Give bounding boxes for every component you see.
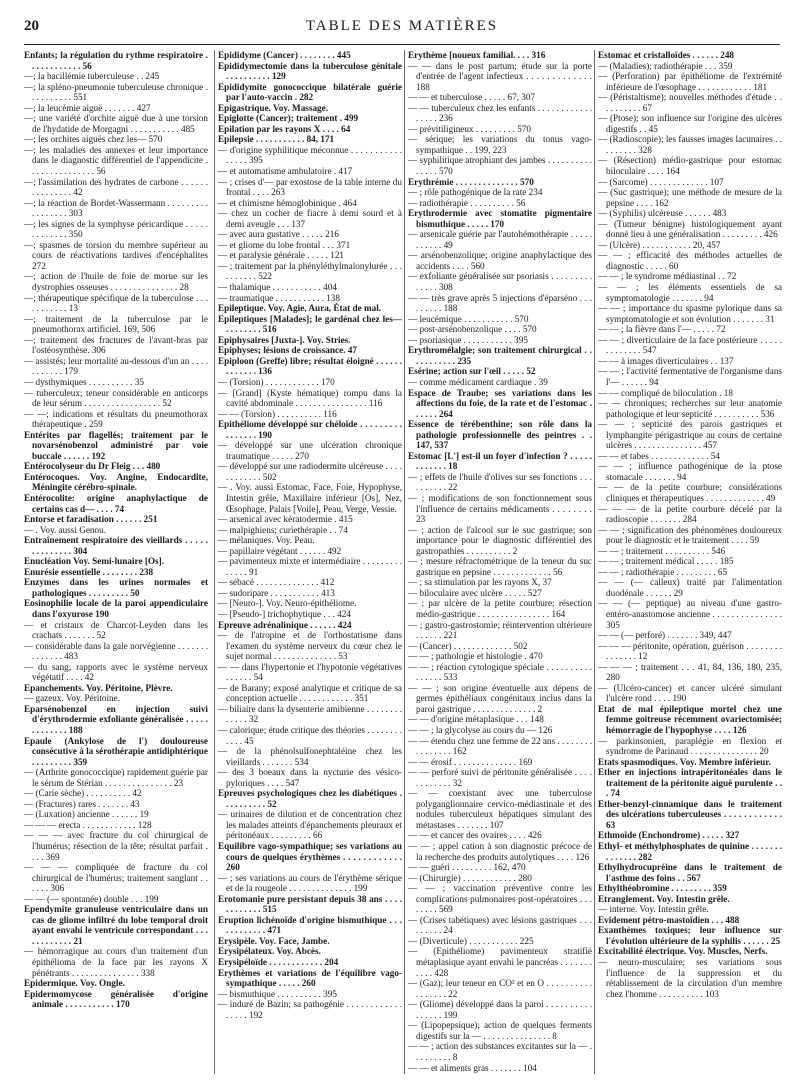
- index-entry: — — (— spontanée) double . . . 199: [24, 893, 159, 904]
- index-entry: — (Lipopepsique); action de quelques ferments digestifs sur la — . . . . . . . . . . . . . . . 8: [408, 1020, 592, 1041]
- index-entry: — — ; efficacité des méthodes actuelles de diagnostic . . . . . 60: [598, 250, 782, 271]
- index-entry: Epanchements. Voy. Péritoine, Plèvre.: [24, 682, 173, 693]
- index-entry: —; l'assimilation des hydrates de carbone . . . . . . . . . . . . . . . 42: [24, 176, 208, 198]
- index-entry: — — ; pathologie et histologie . 470: [408, 651, 543, 662]
- index-entry: Enucléation Voy. Semi-lunaire [Os].: [24, 556, 164, 567]
- index-entry: — (Suc gastrique); une méthode de mesure de la pepsine . . . . 162: [598, 187, 782, 208]
- index-entry: — (Torsion) . . . . . . . . . . . . 170: [218, 376, 335, 387]
- index-entry: — — ; importance du spasme pylorique dans sa symptomatologie et son évolution . . . . . . . 31: [598, 303, 782, 324]
- index-entry: — — de la petite courbure; considérations cliniques et thérapeutiques . . . . . . . . . . . . . 49: [598, 482, 782, 503]
- index-entry: Ethylhydrocupréine dans le traitement de l'asthme des foins . . 567: [598, 862, 782, 883]
- index-entry: — du sang; rapports avec le système nerveux végétatif . . . . 42: [24, 661, 208, 683]
- index-entry: Epididymite gonococcique bilatérale guérie par l'auto-vaccin . 282: [218, 81, 402, 103]
- index-entry: Epiglotte (Cancer); traitement . 499: [218, 113, 359, 124]
- index-entry: — arsenical avec kératodermie . 415: [218, 514, 353, 525]
- index-entry: Erythromélalgie; son traitement chirurgical . . . . . . . . . . . 235: [408, 345, 592, 366]
- index-entry: — [Pseudo-] trichophytique . . . 424: [218, 608, 351, 619]
- index-entry: — de Barany; exposé analytique et critique de sa conception actuelle . . . . . . . . . . . . 351: [218, 682, 402, 704]
- index-entry: — psoriasique . . . . . . . . . . . 395: [408, 334, 528, 345]
- index-entry: — développé sur une radiodermite ulcéreuse . . . . . . . . . . . . 502: [218, 461, 402, 482]
- index-entry: — — ; traitement médical . . . . . 185: [598, 556, 734, 567]
- index-entry: —; la leucémie aiguë . . . . . . . 427: [24, 102, 151, 113]
- index-entry: Equilibre vago-sympathique; ses variations au cours de quelques érythèmes . . . . . . . . . . . . 260: [218, 841, 402, 873]
- index-entry: — radiothérapie . . . . . . . . . . 56: [408, 197, 526, 208]
- index-entry: Epididyme (Cancer) . . . . . . . . 445: [218, 50, 351, 60]
- index-entry: — — ; l'activité fermentative de l'organisme dans l'— . . . . . . 94: [598, 366, 782, 387]
- index-entry: — parkinsonien, paraplégie en flexion et syndrome de Parinaud . . . . . . . . . . . . . . . 20: [598, 735, 782, 757]
- index-entry: Epreuves psychologiques chez les diabétiques . . . . . . . . . . 52: [218, 788, 402, 809]
- index-entry: — — perforé suivi de péritonite généralisée . . . . . . . . . . . . 32: [408, 767, 592, 788]
- index-entry: Ethylthéobromine . . . . . . . . . 359: [598, 883, 727, 894]
- index-entry: — calorique; étude critique des théories . . . . . . . . . . . . 45: [218, 725, 402, 746]
- index-entry: — — ; diverticulaire de la face postérieure . . . . . . . . . . . . . 547: [598, 334, 782, 356]
- index-entry: — (Gliome) développé dans la paroi . . . . . . . . . . . . . . . . 199: [408, 999, 592, 1020]
- index-entry: Epileptiques [Malades]; le gardénal chez les— . . . . . . . . 516: [218, 313, 402, 335]
- index-entry: Epilepsie . . . . . . . . . . . 84, 171: [218, 134, 335, 145]
- index-entry: — (Epithéliome) pavimenteux stratifié métaplasique ayant envahi le pancréas . . . . . . . . . . . 428: [408, 946, 592, 978]
- index-entry: — (Sarcome) . . . . . . . . . . . . . 107: [598, 176, 724, 187]
- index-entry: — — à images diverticulaires . . 137: [598, 355, 734, 366]
- index-entry: — — ; septicité des parois gastriques et lymphangite périgastrique au cours de certaine ulcères . . . . . . . . . . . . . . . 457: [598, 419, 782, 451]
- index-entry: — papillaire végétant . . . . . . 492: [218, 545, 342, 556]
- index-entry: Eruption lichénoïde d'origine bismuthique . . . . . . . . . . . . 471: [218, 914, 402, 936]
- index-entry: — — ; son origine éventuelle aux dépens de germes épithéliaux congénitaux inclus dans la paroi gastrique . . . . . . . . . . . . . . 2: [408, 682, 592, 714]
- index-entry: — — ; la fièvre dans l'— . . . . . 72: [598, 324, 726, 335]
- index-entry: Epidermique. Voy. Ongle.: [24, 978, 125, 989]
- index-entry: Epidermomycose généralisée d'origine animale . . . . . . . . . . . 170: [24, 988, 208, 1010]
- index-entry: — syphilitique atrophiant des jambes . . . . . . . . . . . . . . . 570: [408, 155, 592, 177]
- index-entry: Eparsénobenzol en injection suivi d'érythrodermie exfoliante généralisée . . . . . . . . . . . . . 188: [24, 703, 208, 735]
- index-entry: — — ; les éléments essentiels de sa symptomatologie . . . . . . . 94: [598, 282, 782, 303]
- index-entry: Erysipèle. Voy. Face, Jambe.: [218, 935, 330, 946]
- index-entry: — avec aura gustative . . . . . 216: [218, 229, 339, 240]
- index-entry: Entorse et faradisation . . . . . . 251: [24, 514, 158, 525]
- index-entry: — ; par ulcère de la petite courbure; résection médio-gastrique . . . . . . . . . . . . . . . . 164: [408, 598, 592, 619]
- index-entry: Erythème [noueux familial. . . . 316: [408, 50, 546, 60]
- index-entry: — — dans l'hypertonie et l'hypotonie végétatives . . . . . . 54: [218, 661, 402, 683]
- index-entry: Esérine; action sur l'œil . . . . . 52: [408, 366, 536, 377]
- index-entry: —; les maladies des annexes et leur importance dans le diagnostic différentiel de l'appendicite . . . . . . . . . . . . . . . 56: [24, 144, 208, 177]
- index-entry: — arsenicale guérie par l'autohémothérapie . . . . . . . . . . . 49: [408, 229, 592, 250]
- index-entry: Etats spasmodiques. Voy. Membre inférieur.: [598, 756, 771, 767]
- index-entry: — (Ulcère) . . . . . . . . . . . 20, 457: [598, 239, 721, 250]
- index-entry: Erythrémie . . . . . . . . . . . . . . 570: [408, 176, 534, 187]
- page-number: 20: [24, 18, 39, 34]
- index-entry: Epiploon (Greffe) libre; résultat éloigné . . . . . . . . . . . . . 136: [218, 355, 402, 377]
- index-entry: — (Résection) médio-gastrique pour estomac biloculaire . . . . 164: [598, 155, 782, 177]
- index-entry: — — tuberculeux chez les enfants . . . . . . . . . . . . . . . . . 236: [408, 102, 592, 124]
- index-entry: — — et tabes . . . . . . . . . . . . . 54: [598, 450, 720, 461]
- index-entry: — — coexistant avec une tuberculose polyganglionnaire cervico-médiastinale et des nodules tuberculeux hépatiques simulant des métastases . . . . . . . 107: [408, 788, 592, 830]
- index-entry: — ; mesure réfractométrique de la teneur du suc gastrique en pepsine . . . . . . . . . . . . . 56: [408, 556, 592, 577]
- index-entry: Entérocolite: origine anaphylactique de certains cas d— . . . . 74: [24, 492, 208, 514]
- index-entry: — — ; action des substances excitantes sur la — . . . . . . . . . 8: [408, 1041, 592, 1062]
- index-entry: — prévitiligineux . . . . . . . . . 570: [408, 123, 531, 134]
- index-entry: — —; indications et résultats du pneumothorax thérapeutique . 259: [24, 408, 208, 430]
- index-entry: —; les signes de la symphyse péricardique . . . . . . . . . . . . . 350: [24, 218, 208, 240]
- index-entry: Ethmoïde (Enchondrome) . . . . . 327: [598, 830, 740, 841]
- index-entry: — induré de Bazin; sa pathogénie . . . . . . . . . . . . . . . . . 192: [218, 999, 402, 1020]
- index-entry: — (Carie sèche) . . . . . . . . . . 42: [24, 788, 142, 799]
- index-entry: — et paralysie générale . . . . . 121: [218, 250, 345, 261]
- index-entry: — bismuthique . . . . . . . . . . 395: [218, 988, 337, 999]
- index-entry: Enurésie essentielle . . . . . . . . 238: [24, 566, 154, 577]
- index-entry: — thalamique . . . . . . . . . . . 404: [218, 282, 337, 293]
- index-entry: Enzymes dans les urines normales et pathologiques . . . . . . . . . 50: [24, 577, 208, 598]
- index-entry: — développé sur une ulcération chronique traumatique . . . . . 270: [218, 440, 402, 461]
- index-entry: — . Voy. aussi Estomac, Face, Foie, Hypophyse, Intestin grêle, Maxillaire inférieur [Os], Nez, Œsophage, Palais [Voile], Peau, Verge, Vessie.: [218, 482, 402, 514]
- index-entry: — ; action de l'alcool sur le suc gastrique; son importance pour le diagnostic différentiel des gastropathies . . . . . . . . . . 2: [408, 524, 592, 556]
- index-entry: — ; modifications de son fonctionnement sous l'influence de certains médicaments . . . . . . . . 23: [408, 492, 592, 525]
- index-entry: — (Péristaltisme); nouvelles méthodes d'étude . . . . . . . . . . 67: [598, 92, 782, 113]
- index-entry: — ; crises d'— par exostose de la table interne du frontal . . . . 263: [218, 176, 402, 198]
- index-column-2: [214, 50, 402, 1074]
- index-entry: — de l'atropine et de l'orthostatisme dans l'examen du système nerveux du cœur chez le sujet normal . . . . . . . . . . . . . . 53: [218, 630, 402, 662]
- page-title: TABLE DES MATIÈRES: [305, 18, 499, 34]
- index-entry: — — d'origine métaplasique . . . 148: [408, 714, 544, 725]
- index-entry: — — compliqué de biloculation . 18: [598, 387, 733, 398]
- index-entry: — (Fractures) rares . . . . . . . 43: [24, 798, 140, 809]
- index-entry: — — très grave après 5 injections d'éparséno . . . . . . . . . 188: [408, 292, 592, 314]
- index-entry: — (Ulcéro-cancer) et cancer ulcéré simulant l'ulcère rond . . . . 190: [598, 682, 782, 704]
- index-entry: — [Neuro-]. Voy. Neuro-épithéliome.: [218, 598, 357, 609]
- index-entry: —; spasmes de torsion du membre supérieur au cours de réactivations tardives d'encéphalites 272: [24, 239, 208, 271]
- index-entry: — d'origine syphilitique méconnue . . . . . . . . . . . . . . . . 395: [218, 144, 402, 166]
- index-entry: — — étendu chez une femme de 22 ans . . . . . . . . . . . . . . . . 162: [408, 735, 592, 757]
- index-entry: — — — ; traitement . . . 41, 84, 136, 180, 235, 280: [598, 661, 782, 683]
- index-entry: —; la bacillémie tuberculeuse . . 245: [24, 71, 160, 82]
- index-entry: — considérable dans la gale norvégienne . . . . . . . . . . . . . . 483: [24, 640, 208, 662]
- index-entry: — (Cancer) . . . . . . . . . . . . . 502: [408, 640, 528, 651]
- index-entry: —; une variété d'orchite aiguë due à une torsion de l'hydatide de Morgagni . . . . . . . . . . . 485: [24, 113, 208, 134]
- index-entry: — — érosif . . . . . . . . . . . . . . 169: [408, 756, 533, 767]
- index-entry: Erythèmes et variations de l'équilibre vago-sympathique . . . . . 260: [218, 967, 402, 989]
- index-entry: — comme médicament cardiaque . 39: [408, 376, 548, 387]
- index-entry: — interne. Voy. Intestin grêle.: [598, 904, 709, 915]
- index-entry: — — et tuberculose . . . . . 67, 307: [408, 92, 536, 103]
- page-header: [24, 14, 780, 44]
- index-entry: — neuro-musculaire; ses variations sous l'influence de la suppression et du rétablissement de la circulation d'un membre chez l'homme . . . . . . . . . . 103: [598, 957, 782, 999]
- index-entry: — — ; vaccination préventive contre les complications pulmonaires post-opératoires . . . . . . . . 569: [408, 883, 592, 915]
- index-entry: — (Luxation) ancienne . . . . . . 19: [24, 809, 149, 820]
- index-entry: —; traitement des fractures de l'avant-bras par l'ostéosynthèse. 306: [24, 334, 208, 356]
- index-entry: Exanthèmes toxiques; leur influence sur l'évolution ultérieure de la syphilis . . . . . . 25: [598, 925, 782, 946]
- index-entry: — — — avec fracture du col chirurgical de l'humérus; résection de la tête; résultat parfait . . . . 369: [24, 830, 208, 862]
- index-entry: Estomac et cristalloïdes . . . . . . 248: [598, 50, 735, 60]
- index-entry: — et chimisme hémoglobinique . 464: [218, 197, 357, 208]
- index-entry: Epreuve adrénalinique . . . . . . 424: [218, 619, 352, 630]
- index-entry: — de la phénolsulfonephtaléine chez les vieillards . . . . . . . 534: [218, 746, 402, 767]
- index-entry: — chez un cocher de fiacre à demi sourd et à demi aveugle . . . 137: [218, 208, 402, 229]
- index-entry: — — ; signification des phénomènes douloureux pour le diagnostic et le traitement . . . . 59: [598, 524, 782, 546]
- index-entry: Etranglement. Voy. Intestin grêle.: [598, 893, 730, 904]
- index-entry: Ether-benzyl-cinnamique dans le traitement des ulcérations tuberculeuses . . . . . . . . . . . . 63: [598, 798, 782, 830]
- index-entry: Etat de mal épileptique mortel chez une femme goitreuse récemment ovariectomisée; hémorragie de l'hypophyse . . . . 126: [598, 703, 782, 735]
- index-entry: —; thérapeutique spécifique de la tuberculose . . . . . . . . . . . 13: [24, 292, 208, 314]
- index-entry: — et automatisme ambulatoire . 417: [218, 166, 353, 177]
- index-entry: — (Diverticule) . . . . . . . . . . . 225: [408, 935, 534, 946]
- index-entry: — sérique; les variations du tonus vago-sympathique . . 199, 223: [408, 134, 592, 155]
- index-entry: Epigastrique. Voy. Massage.: [218, 102, 329, 113]
- index-entry: — urinaires de dilution et de concentration chez les malades atteints d'épanchements pleuraux et péritonéaux . . . . . . . . . 66: [218, 809, 402, 841]
- index-entry: — tuberculeux; teneur considérable en anticorps de leur sérum . . . . . . . . . . . . . . . . . 52: [24, 387, 208, 409]
- index-entry: —; la spléno-pneumonie tuberculeuse chronique . . . . . . . . . . 551: [24, 81, 208, 103]
- index-entry: — (Tumeur bénigne) histologiquement ayant donné lieu à une généralisation . . . . . . . . . 426: [598, 218, 782, 240]
- index-entry: — [Grand] (Kyste hématique) rompu dans la cavité abdominale . . . . . . . . . . . . . . . . 116: [218, 387, 402, 409]
- index-entry: — — dans le post partum; étude sur la porte d'entrée de l'agent infectieux . . . . . . . . . . . . . 188: [408, 60, 592, 92]
- index-entry: Enfants; la régulation du rythme respiratoire . . . . . . . . . . . . 56: [24, 50, 208, 71]
- index-entry: — et cristaux de Charcot-Leyden dans les crachats . . . . . . . 52: [24, 619, 208, 641]
- index-entry: — mélaniques. Voy. Peau.: [218, 535, 315, 546]
- index-entry: — assistés; leur mortalité au-dessous d'un an . . . . . . . . . . . 179: [24, 355, 208, 377]
- index-entry: — exfoliante généralisée sur psoriasis . . . . . . . . . . . . . . 308: [408, 271, 592, 293]
- index-entry: — post-arsénobenzolique . . . . 570: [408, 324, 537, 335]
- index-entry: Estomac [L'] est-il un foyer d'infection ? . . . . . . . . . . . . 18: [408, 450, 592, 472]
- index-entry: Erythrodermie avec stomatite pigmentaire bismuthique . . . . . 170: [408, 208, 592, 229]
- index-entry: Ether en injections intrapéritonéales dans le traitement de la péritonite aiguë purulente . . . 74: [598, 767, 782, 799]
- index-entry: — (Syphilis) ulcéreuse . . . . . . 483: [598, 208, 727, 219]
- index-entry: — — — de la petite courbure décelé par la radioscopie . . . . . . . 284: [598, 503, 782, 525]
- index-entry: — — (— calleux) traité par l'alimentation duodénale . . . . . . 29: [598, 577, 782, 598]
- index-entry: Epaule (Ankylose de l') douloureuse consécutive à la sérothérapie antidiphtérique . . . . . . . . . 359: [24, 735, 208, 767]
- index-entry: Epididymectomie dans la tuberculose génitale . . . . . . . . . . 129: [218, 60, 402, 82]
- index-entry: Entraînement respiratoire des vieillards . . . . . . . . . . . . . . 304: [24, 535, 208, 556]
- index-column-4: [594, 50, 782, 1074]
- index-entry: — ; rôle pathogénique de la rate 234: [408, 187, 543, 198]
- index-entry: — — — erecta . . . . . . . . . . . . 128: [24, 819, 152, 830]
- index-entry: Excitabilité électrique. Voy. Muscles, Nerfs.: [598, 946, 768, 957]
- index-entry: — arsénobenzolique; origine anaphylactique des accidents . . . . 560: [408, 250, 592, 271]
- index-entry: Epileptique. Voy. Agie, Aura, État de mal.: [218, 303, 382, 314]
- index-entry: — — (Torsion) . . . . . . . . . . 116: [218, 408, 337, 419]
- index-entry: Entérocoques. Voy. Angine, Endocardite, Méningite cérébro-spinale.: [24, 471, 208, 493]
- index-entry: — — ; appel cation à son diagnostic précoce de la recherche des produits autolytiques . . . . 126: [408, 841, 592, 862]
- index-entry: — — et cancer des ovaires . . . . 426: [408, 830, 542, 841]
- index-entry: Essence de térébenthine; son rôle dans la pathologie professionnelle des peintres . . 147, 537: [408, 419, 592, 451]
- index-entry: — . Voy. aussi Genou.: [24, 524, 107, 535]
- index-entry: — (Arthrite gonococcique) rapidement guérie par le sérum de Stérian . . . . . . . . . . . . . . . 23: [24, 767, 208, 788]
- index-entry: Epilation par les rayons X . . . . 64: [218, 123, 351, 134]
- index-entry: —; traitement de la tuberculose par le pneumothorax artificiel. 169, 506: [24, 313, 208, 335]
- index-entry: — — guéri . . . . . . . . . 162, 470: [408, 862, 526, 873]
- index-entry: — gazeux. Voy. Péritoine.: [24, 693, 121, 704]
- index-entry: —; la réaction de Bordet-Wassermann . . . . . . . . . . . . . . . . . 303: [24, 197, 208, 219]
- index-entry: — — ; la glycolyse au cours du — 126: [408, 725, 553, 735]
- index-entry: — des 3 boeaux dans la nycturie des vésico-pyloriques . . . . 547: [218, 767, 402, 788]
- index-entry: — hémorragique au cours d'un traitement d'un épithélioma de la face par les rayons X pénétrants . . . . . . . . . . . . . . . 338: [24, 946, 208, 978]
- index-entry: — leucémique . . . . . . . . . . . 570: [408, 313, 529, 324]
- index-entry: — — ; radiothérapie . . . . . . . . . 65: [598, 566, 728, 577]
- index-entry: — (Ptose); son influence sur l'origine des ulcères digestifs . . 45: [598, 113, 782, 134]
- index-entry: — (Crises tabétiques) avec lésions gastriques . . . . . . . . . 24: [408, 914, 592, 936]
- index-entry: — — ; réaction cytologique spéciale . . . . . . . . . . . . . . . . 533: [408, 661, 592, 683]
- index-entry: — (Maladies); radiothérapie . . . 359: [598, 60, 733, 71]
- index-entry: Entérocolyseur du Dr Fleig . . . 480: [24, 461, 161, 472]
- index-entry: — (Perforation) par épithéliome de l'extrémité inférieure de l'œsophage . . . . . . . . . . . . 181: [598, 71, 782, 92]
- index-entry: — et gliome du lobe frontal . . . 371: [218, 239, 351, 250]
- index-entry: — — ; le syndrome médiastinal . . 72: [598, 271, 737, 282]
- index-entry: — — chroniques; recherches sur leur anatomie pathologique et leur septicité . . . . . . . . . . 536: [598, 398, 782, 419]
- index-entry: — — et aliments gras . . . . . . . 104: [408, 1062, 537, 1073]
- header-rule: [24, 44, 780, 45]
- index-entry: — ; gastro-gastrostomie; réintervention ultérieure . . . . . . 221: [408, 619, 592, 641]
- index-entry: — — ; traitement . . . . . . . . . . 546: [598, 545, 726, 556]
- index-entry: Epiphyses; lésions de croissance. 47: [218, 345, 357, 356]
- index-entry: — ; traitement par la phényléthylmalonylurée . . . . . . . . . . 522: [218, 260, 402, 282]
- index-entry: Erysipéloïde . . . . . . . . . . . . 204: [218, 957, 339, 968]
- index-entry: Evidement pétro-mastoïdien . . . 488: [598, 914, 740, 925]
- index-entry: — (Chirurgie) . . . . . . . . . . . . 280: [408, 872, 532, 883]
- index-entry: —; les orchites aiguës chez les— 570: [24, 134, 163, 145]
- index-entry: — — ; influence pathogénique de la ptose stomacale . . . . . . . 94: [598, 461, 782, 482]
- index-entry: Epithéliome développé sur chéloïde . . . . . . . . . . . . . . . . 190: [218, 419, 402, 440]
- index-entry: Espace de Traube; ses variations dans les affections du foie, de la rate et de l'estomac . . . . . . 264: [408, 387, 592, 419]
- index-entry: — — — péritonite, opération, guérison . . . . . . . . . . . . . . . 12: [598, 640, 782, 662]
- index-entry: Entérites par flagellés; traitement par le novarsénobenzol administré par voie buccale . . . . . . 192: [24, 429, 208, 461]
- index-columns: [24, 50, 780, 1074]
- index-entry: Erysipélateux. Voy. Abcès.: [218, 946, 321, 957]
- index-entry: — pavimenteux mixte et intermédiaire . . . . . . . . . . . . . . 91: [218, 556, 402, 577]
- index-entry: — dysthymiques . . . . . . . . . . 35: [24, 376, 144, 387]
- index-entry: — sébacé . . . . . . . . . . . . . . 412: [218, 577, 335, 588]
- index-entry: Epiphysaires [Juxta-]. Voy. Stries.: [218, 334, 351, 345]
- index-entry: Ependymite granuleuse ventriculaire dans un cas de gliome infiltré du lobe temporal droit ayant envahi le ventricule correspondant . . . . . . . . . . . . 21: [24, 904, 208, 946]
- index-entry: Erotomanie pure persistant depuis 38 ans . . . . . . . . . . . . 515: [218, 893, 402, 915]
- index-entry: — ; ses variations au cours de l'érythème sérique et de la rougeole . . . . . . . . . . . . . . 199: [218, 872, 402, 894]
- index-entry: — — — compliquée de fracture du col chirurgical de l'humérus; traitement sanglant . . . . . . 306: [24, 862, 208, 894]
- index-column-1: [24, 50, 208, 1074]
- index-entry: — (Radioscopie); les fausses images lacunaires . . . . . . . . . 328: [598, 134, 782, 155]
- index-entry: — sudoripare . . . . . . . . . . . 413: [218, 587, 335, 598]
- index-entry: — ; sa stimulation par les rayons X, 37: [408, 577, 552, 588]
- index-entry: — traumatique . . . . . . . . . . . 138: [218, 292, 340, 303]
- index-entry: — biloculaire avec ulcère . . . . . 527: [408, 587, 542, 598]
- index-entry: — malpighiens; curiethérapie . . 74: [218, 524, 348, 535]
- index-entry: Ethyl- et méthylphosphates de quinine . . . . . . . . . . . . . . 282: [598, 841, 782, 862]
- index-entry: — (Gaz); leur teneur en CO² et en O . . . . . . . . . . . . . . . . . 22: [408, 978, 592, 999]
- index-entry: Eosinophilie locale de la paroi appendiculaire dans l'oxyurose 190: [24, 598, 208, 619]
- index-entry: — ; effets de l'huile d'olives sur ses fonctions . . . . . . . . . . 22: [408, 471, 592, 493]
- index-entry: — — (— perforé) . . . . . . . 349, 447: [598, 630, 732, 641]
- index-entry: — — (— peptique) au niveau d'une gastro-entéro-anastomose ancienne . . . . . . . . . . . . . . . 305: [598, 598, 782, 630]
- index-column-3: [404, 50, 592, 1074]
- index-entry: —; action de l'huile de foie de morue sur les dystrophies osseuses . . . . . . . . . . . . . . . 28: [24, 271, 208, 293]
- index-entry: — biliaire dans la dysenterie amibienne . . . . . . . . . . . . . 32: [218, 703, 402, 725]
